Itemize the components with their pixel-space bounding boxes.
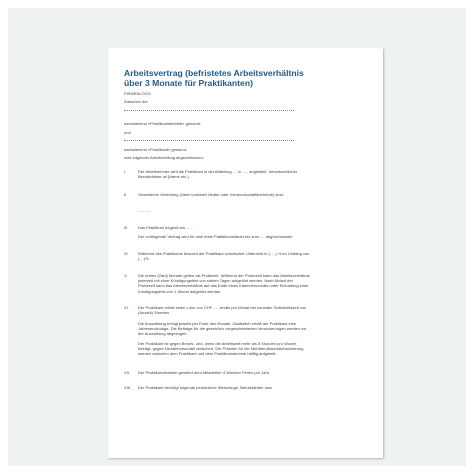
text-line: beträgt, gegen Nichtberufsunfall versichert. Die Prämien für die Nichtberufsunfallversicherung xyxy=(138,346,304,352)
text-line: Der Praktikant benötigt folgende persönliche Werkzeuge, Berufskleider usw. xyxy=(138,385,273,390)
title-line-1: Arbeitsvertrag (befristetes Arbeitsverhältnis xyxy=(124,68,304,78)
blank-line-2 xyxy=(124,140,294,141)
text-line: Der vorliegende Vertrag wird für eine feste Praktikumsdauer bis zum .... abgeschlossen. xyxy=(138,234,294,239)
text-line: Die ersten (Zahl) Monate gelten als Probezeit. Während der Probezeit kann das Arbeitsverhältnis xyxy=(138,273,310,278)
section-number: III. xyxy=(124,225,129,230)
text-line: Der Praktikant erhält einen Lohn von CHF ..... brutto pro Monat bei normaler Sollarbeitszeit von xyxy=(138,305,307,310)
section-text xyxy=(138,321,373,337)
section-text xyxy=(138,169,373,179)
und-label: und xyxy=(124,130,131,135)
text-line: Der Arbeitnehmer wird als Praktikant in der Abteilung .... in ..... angestellt. Verantwortlicher xyxy=(138,169,298,174)
text-line: Kündigungsfrist von 1 Monat aufgelöst werden. xyxy=(138,288,222,294)
background-frame xyxy=(8,8,466,466)
text-line: Der Praktikumsbetrieb gewährt dem Mitarbeiter 4 Wochen Ferien pro Jahr. xyxy=(138,370,270,375)
firmenlogo-label: FIRMENLOGO xyxy=(124,91,151,96)
document-title xyxy=(124,68,374,88)
nachstehend-praktikant: nachstehend «Praktikant» genannt, xyxy=(124,147,187,152)
text-line: Die Auszahlung erfolgt jeweils per Ende des Monats. Zusätzlich erhält der Praktikant eine xyxy=(138,321,297,326)
text-line: (....)%. xyxy=(138,256,150,262)
section-number: V. xyxy=(124,273,128,278)
section-number: VII. xyxy=(124,370,131,375)
zwischen-label: Zwischen der xyxy=(124,99,148,104)
section-text xyxy=(138,370,373,375)
section-text xyxy=(138,234,373,239)
intro-text: wird folgender Arbeitsvertrag abgeschlossen: xyxy=(124,155,204,160)
section-number: II. xyxy=(124,192,128,197)
text-line: Gesetzliche Vertretung (Vater und/oder Mutter oder Vormundschaftsbehörde) sind : xyxy=(138,192,286,197)
section-text xyxy=(138,251,373,261)
section-text xyxy=(138,273,373,294)
text-line: Während des Praktikums besucht der Praktikant schulischer Unterricht in (.....) % im Umfang von xyxy=(138,251,310,256)
text-line: (Anzahl) Stunden. xyxy=(138,310,171,316)
text-line: Probezeit kann das Arbeitsverhältnis auf das Ende eines Kalendermonats unter Einhaltung einer xyxy=(138,283,309,289)
section-text xyxy=(138,192,373,197)
text-line: Das Praktikum beginnt am ..... . xyxy=(138,225,194,230)
nachstehend-betrieb: nachstehend «Praktikumsbetrieb» genannt, xyxy=(124,121,202,126)
section-text xyxy=(138,208,373,213)
section-text xyxy=(138,385,373,390)
text-line: der Auszahlung abgezogen. xyxy=(138,331,188,337)
text-line: Jahresendzulage. Die Beiträge für die gesetzlich vorgeschriebenen Versicherungen werden vor xyxy=(138,326,307,332)
text-line: Berufsbildner ist (Name etc.). xyxy=(138,174,190,180)
section-number: VI. xyxy=(124,305,129,310)
document-page xyxy=(108,48,383,458)
title-line-2: über 3 Monate für Praktikanten) xyxy=(124,78,253,88)
section-text xyxy=(138,305,373,315)
text-line: ............ xyxy=(138,208,152,213)
section-number: VIII. xyxy=(124,385,132,390)
section-text xyxy=(138,341,373,357)
section-number: I. xyxy=(124,169,127,174)
text-line: jederzeit mit einer Kündigungsfrist von sieben Tagen aufgelöst werden. Nach Ablauf der xyxy=(138,278,293,284)
section-number: IV. xyxy=(124,251,129,256)
text-line: Der Praktikant ist gegen Berufs- und, wenn die Arbeitszeit mehr als 8 Stunden pro Woche xyxy=(138,341,297,346)
text-line: werden zwischen dem Praktikant und dem Praktikumsbetrieb hälftig aufgeteilt. xyxy=(138,351,277,357)
section-text xyxy=(138,225,373,230)
blank-line-1 xyxy=(124,110,294,111)
